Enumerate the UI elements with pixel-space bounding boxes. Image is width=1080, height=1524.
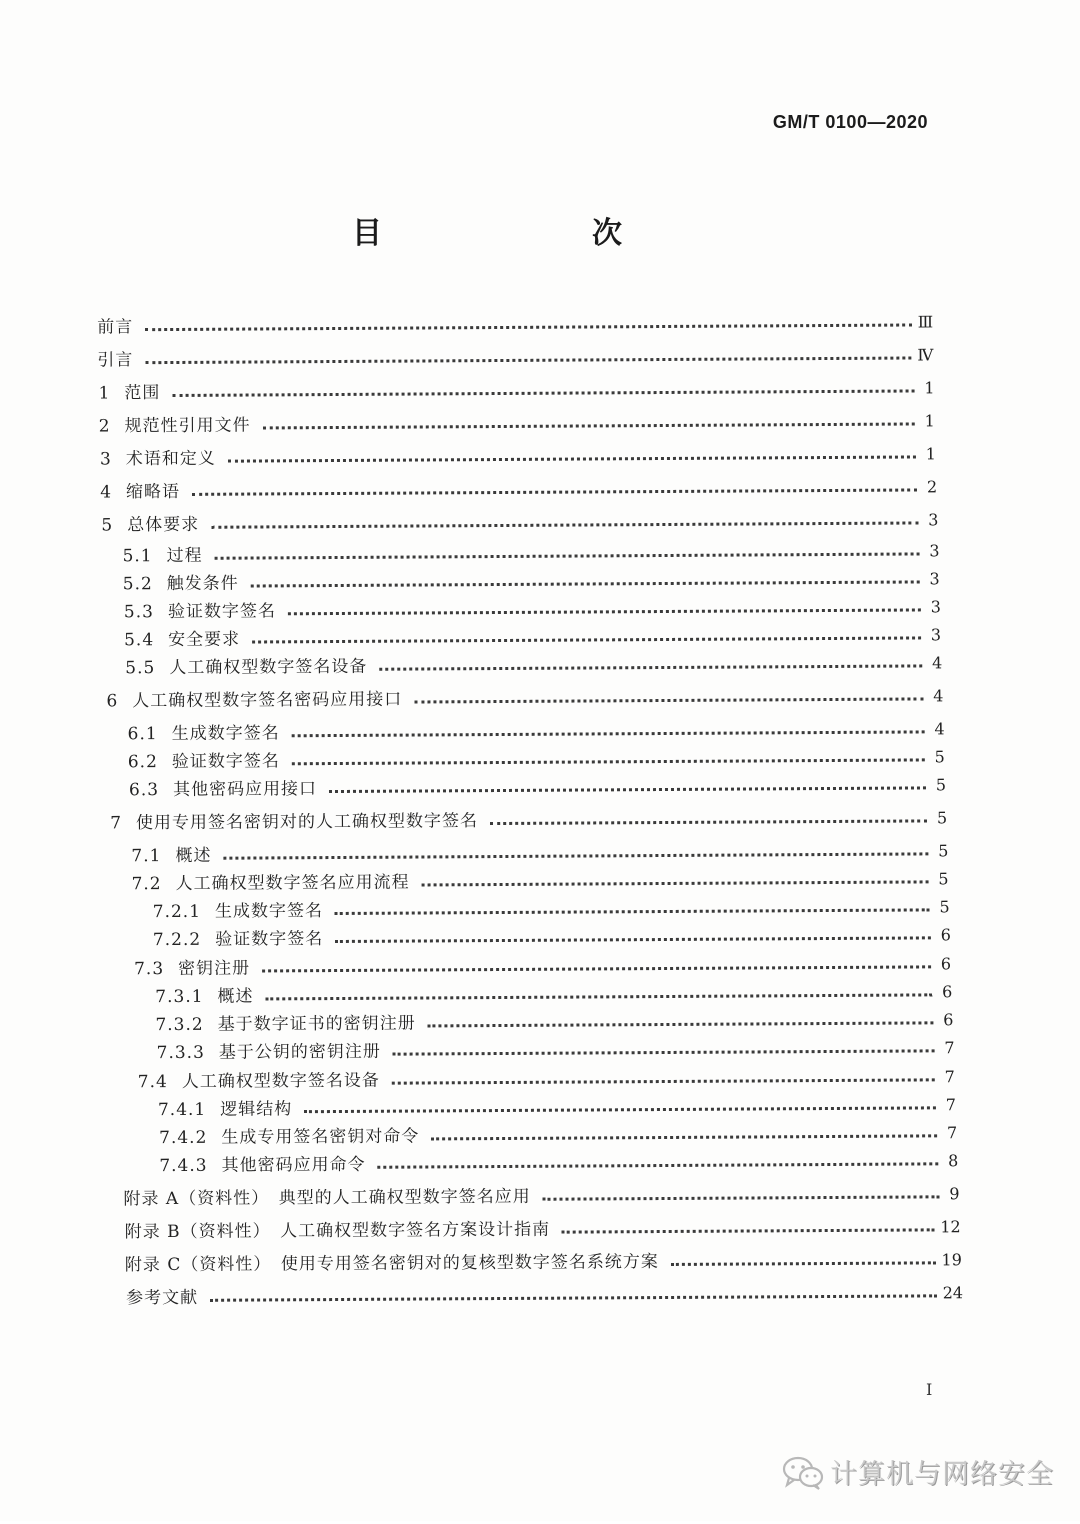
toc-entry-title: 参考文献 — [126, 1287, 199, 1309]
wechat-icon — [782, 1454, 824, 1490]
toc-entry-title: 使用专用签名密钥对的人工确权型数字签名 — [135, 811, 479, 834]
toc-page-number: 4 — [934, 719, 945, 739]
toc-entry[interactable]: 7.2 人工确权型数字签名应用流程 5 — [131, 869, 949, 895]
toc-page-number: 3 — [930, 625, 942, 645]
toc-entry[interactable] — [97, 342, 933, 371]
standard-code: GM/T 0100—2020 — [772, 112, 928, 132]
toc-page-number: 1 — [924, 411, 935, 431]
toc-entry[interactable]: 7.4.1 逻辑结构 7 — [157, 1095, 956, 1121]
leader-dots — [292, 730, 925, 737]
toc-entry[interactable]: 7.3.1 概述 6 — [155, 982, 953, 1008]
toc-page-number: 5 — [935, 775, 947, 795]
toc-entry-title: 前言 — [97, 317, 134, 338]
leader-dots — [543, 1195, 940, 1200]
toc-entry[interactable]: 6.3 其他密码应用接口 5 — [128, 775, 947, 801]
toc-page-number: 6 — [943, 1010, 954, 1030]
toc-page-number: 7 — [944, 1038, 955, 1058]
toc-page-number: 1 — [924, 378, 935, 398]
leader-dots — [392, 1078, 935, 1084]
toc-entry[interactable]: 5.4 安全要求 3 — [124, 625, 942, 651]
page-title: 目 次 — [352, 216, 672, 251]
leader-dots — [490, 819, 927, 825]
toc-entry-title: 安全要求 — [168, 629, 241, 651]
toc-entry[interactable]: 3 术语和定义 1 — [99, 444, 937, 470]
toc-page-number: 5 — [938, 869, 949, 889]
toc-entry-title: 附录 A（资料性） 典型的人工确权型数字签名应用 — [123, 1186, 531, 1210]
toc-page-number: 3 — [929, 541, 940, 561]
toc-page-number: 6 — [940, 954, 952, 974]
toc-entry-title: 验证数字签名 — [215, 929, 324, 950]
toc-page-number: 4 — [931, 653, 943, 673]
leader-dots — [145, 323, 912, 331]
toc-page-number: 5 — [936, 808, 948, 828]
toc-entry[interactable]: 5.1 过程 3 — [122, 541, 940, 567]
toc-page-number: 9 — [949, 1184, 960, 1204]
toc-entry[interactable]: 7.1 概述 5 — [131, 841, 949, 867]
leader-dots — [422, 880, 929, 886]
toc-entry[interactable]: 4 缩略语 2 — [100, 477, 938, 503]
toc-page-number: 6 — [941, 982, 953, 1002]
page-number: I — [926, 1380, 933, 1399]
toc-entry-title: 过程 — [166, 545, 203, 567]
toc-entry-title: 规范性引用文件 — [124, 415, 251, 437]
toc-entry[interactable]: 2 规范性引用文件 1 — [98, 411, 935, 437]
toc-entry[interactable]: 7.3.2 基于数字证书的密钥注册 6 — [155, 1010, 954, 1036]
leader-dots — [562, 1228, 934, 1233]
toc-page-number: 4 — [933, 686, 944, 706]
leader-dots — [414, 697, 923, 703]
toc-entry-title: 人工确权型数字签名设备 — [169, 656, 368, 679]
toc-entry-title: 概述 — [175, 845, 212, 866]
toc-page-number: 6 — [940, 925, 951, 945]
leader-dots — [172, 389, 914, 397]
toc-entry[interactable]: 7.2.1 生成数字签名 5 — [152, 897, 950, 923]
toc-page-number: 7 — [946, 1123, 958, 1143]
toc-page-number: 7 — [944, 1067, 955, 1087]
toc-entry-title: 基于数字证书的密钥注册 — [217, 1013, 416, 1035]
toc-entry[interactable]: 7 使用专用签名密钥对的人工确权型数字签名 5 — [110, 808, 948, 834]
leader-dots — [393, 1049, 935, 1055]
toc-entry-title: 验证数字签名 — [171, 751, 280, 773]
leader-dots — [379, 664, 922, 670]
leader-dots — [304, 1106, 936, 1113]
leader-dots — [431, 1134, 937, 1140]
toc-entry-title: 其他密码应用接口 — [172, 779, 318, 801]
toc-page-number: 1 — [925, 444, 937, 464]
toc-entry-title: 概述 — [217, 986, 254, 1007]
leader-dots — [251, 580, 920, 587]
toc-entry-title: 生成数字签名 — [214, 901, 324, 922]
watermark — [782, 1452, 1054, 1491]
toc-page-number: 3 — [930, 597, 941, 617]
leader-dots — [292, 758, 925, 765]
toc-entry-title: 引言 — [97, 350, 134, 371]
leader-dots — [215, 552, 920, 559]
toc-entry[interactable]: 6.1 生成数字签名 4 — [127, 719, 945, 745]
leader-dots — [210, 1294, 937, 1301]
leader-dots — [671, 1261, 936, 1266]
toc-entry-title: 验证数字签名 — [167, 601, 277, 623]
toc-entry[interactable] — [123, 1181, 959, 1210]
toc-entry-title: 总体要求 — [127, 514, 200, 536]
toc-entry[interactable]: 7.2.2 验证数字签名 6 — [152, 925, 951, 951]
toc-page-number: 3 — [929, 569, 940, 589]
watermark-text: 计算机与网络安全 — [830, 1459, 1054, 1490]
toc-entry[interactable]: 5.3 验证数字签名 3 — [123, 597, 941, 623]
toc-entry-title: 范围 — [124, 383, 161, 404]
toc-entry-title: 附录 B（资料性） 人工确权型数字签名方案设计指南 — [124, 1219, 551, 1243]
toc-entry[interactable]: 7.3 密钥注册 6 — [134, 954, 952, 980]
toc-entry-title: 缩略语 — [125, 481, 181, 503]
toc-entry[interactable]: 7.4.2 生成专用签名密钥对命令 7 — [159, 1123, 958, 1149]
toc-page-number: 8 — [948, 1151, 959, 1171]
toc-page-number: 5 — [934, 747, 945, 767]
leader-dots — [145, 356, 911, 364]
toc-entry[interactable]: 5 总体要求 3 — [101, 510, 939, 536]
leader-dots — [335, 908, 930, 915]
toc-entry[interactable] — [125, 1214, 961, 1243]
toc-page-number: 7 — [945, 1095, 956, 1115]
leader-dots — [192, 488, 917, 495]
toc-page-number: 19 — [941, 1250, 962, 1270]
leader-dots — [223, 852, 928, 859]
toc-entry-title: 附录 C（资料性） 使用专用签名密钥对的复核型数字签名系统方案 — [124, 1252, 659, 1276]
toc-page-number: 12 — [940, 1217, 961, 1237]
toc-entry-title: 触发条件 — [166, 573, 239, 595]
toc-entry-title: 基于公钥的密钥注册 — [218, 1041, 381, 1063]
toc-page-number: 2 — [926, 477, 938, 497]
toc-entry[interactable] — [125, 1247, 962, 1276]
toc-entry-title: 人工确权型数字签名应用流程 — [175, 872, 410, 894]
toc-entry-title: 逻辑结构 — [220, 1099, 293, 1120]
toc-page-number: Ⅲ — [917, 312, 934, 332]
toc-entry-title: 其他密码应用命令 — [221, 1154, 366, 1176]
leader-dots — [263, 422, 915, 429]
toc-page-number: Ⅳ — [917, 345, 934, 365]
toc-entry[interactable]: 7.4.3 其他密码应用命令 8 — [159, 1151, 959, 1177]
toc-entry-title: 密钥注册 — [178, 958, 251, 979]
leader-dots — [329, 786, 926, 793]
toc-entry[interactable] — [126, 1280, 963, 1309]
toc-page-number: 3 — [928, 510, 939, 530]
toc-page-number: 5 — [938, 841, 949, 861]
toc-entry[interactable]: 5.5 人工确权型数字签名设备 4 — [125, 653, 943, 679]
toc-entry[interactable]: 5.2 触发条件 3 — [122, 569, 940, 595]
toc-entry[interactable]: 7.3.3 基于公钥的密钥注册 7 — [156, 1038, 955, 1064]
leader-dots — [378, 1162, 939, 1168]
leader-dots — [266, 993, 933, 1000]
leader-dots — [211, 521, 918, 528]
toc-entry[interactable]: 6 人工确权型数字签名密码应用接口 4 — [106, 686, 944, 712]
toc-entry[interactable]: 6.2 验证数字签名 5 — [127, 747, 945, 773]
leader-dots — [228, 455, 916, 462]
leader-dots — [335, 936, 931, 943]
toc-entry-title: 术语和定义 — [125, 448, 216, 470]
toc-entry[interactable]: 1 范围 1 — [98, 378, 935, 404]
toc-entry-title: 人工确权型数字签名密码应用接口 — [132, 689, 403, 712]
leader-dots — [262, 965, 931, 972]
toc-entry[interactable]: 7.4 人工确权型数字签名设备 7 — [137, 1067, 955, 1093]
toc-entry-title: 人工确权型数字签名设备 — [181, 1070, 380, 1092]
leader-dots — [428, 1021, 934, 1027]
leader-dots — [288, 608, 921, 615]
toc-entry-title: 生成专用签名密钥对命令 — [221, 1126, 420, 1148]
toc-page-number: 24 — [942, 1283, 964, 1303]
leader-dots — [252, 636, 921, 643]
toc-page-number: 5 — [939, 897, 950, 917]
toc-entry[interactable] — [97, 309, 933, 338]
toc-entry-title: 生成数字签名 — [171, 723, 280, 745]
